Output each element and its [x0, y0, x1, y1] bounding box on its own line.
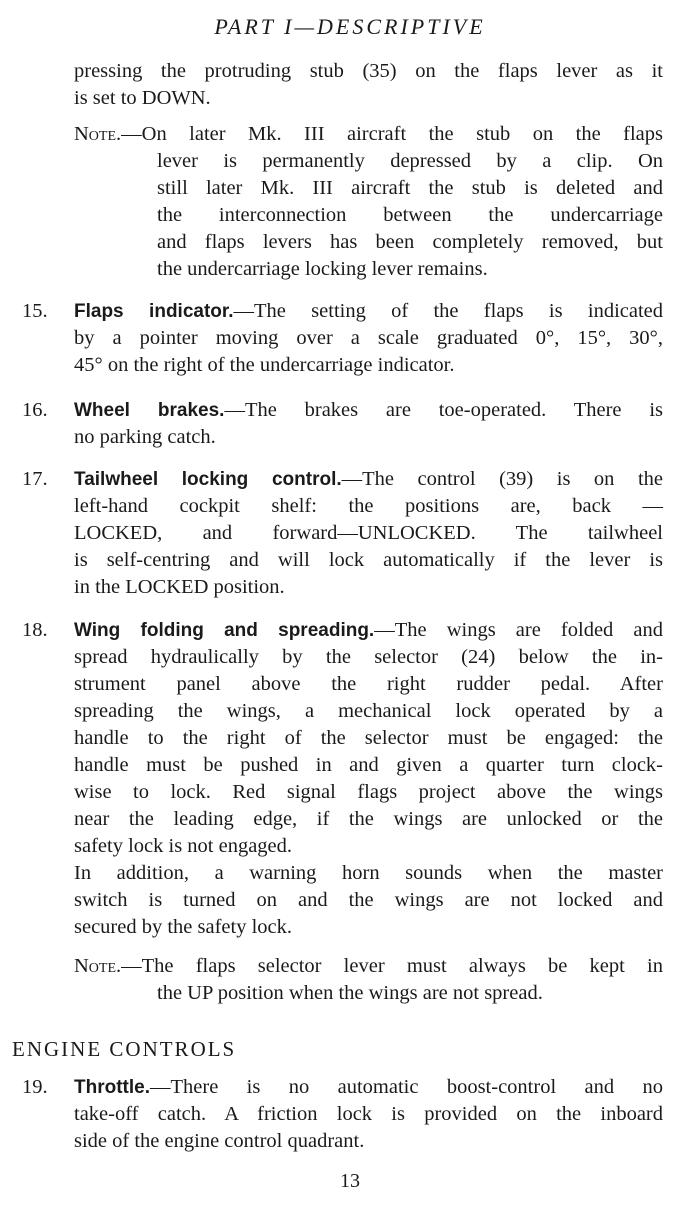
text-line: the undercarriage locking lever remains.	[157, 258, 488, 280]
item-number: 16.	[22, 399, 48, 421]
note-body	[157, 148, 663, 283]
text-line: In addition, a warning horn sounds when the master	[74, 862, 663, 884]
text-line: the UP position when the wings are not spread.	[157, 982, 543, 1004]
note-paragraph	[74, 953, 663, 980]
item-first-line: Tailwheel locking control.—The control (39) is on the	[74, 468, 663, 490]
text-line: in the LOCKED position.	[74, 576, 285, 598]
note-label: Note.	[74, 123, 122, 145]
item-number: 17.	[22, 468, 48, 490]
note-paragraph	[74, 121, 663, 148]
item-18-wing-folding-and-spreading	[74, 617, 663, 941]
text-line: pressing the protruding stub (35) on the flaps lever as it	[74, 60, 663, 82]
text-line: no parking catch.	[74, 426, 216, 448]
intro-paragraph	[74, 58, 663, 112]
text-line: handle to the right of the selector must be engaged: the	[74, 727, 663, 749]
item-title: Flaps indicator.	[74, 301, 234, 322]
item-title: Tailwheel locking control.	[74, 469, 342, 490]
item-first-line: Flaps indicator.—The setting of the flaps is indicated	[74, 300, 664, 322]
text-line: near the leading edge, if the wings are unlocked or the	[74, 808, 663, 830]
item-number: 19.	[22, 1076, 48, 1098]
text-line: lever is permanently depressed by a clip. On	[157, 150, 663, 172]
item-title: Wing folding and spreading.	[74, 620, 375, 641]
item-19-throttle	[74, 1074, 663, 1155]
running-header: PART I—DESCRIPTIVE	[214, 14, 486, 39]
text-line: by a pointer moving over a scale graduated 0°, 15°, 30°,	[74, 327, 663, 349]
text-line: 45° on the right of the undercarriage indicator.	[74, 354, 455, 376]
text-line: take-off catch. A friction lock is provided on the inboard	[74, 1103, 663, 1125]
text-line: the interconnection between the undercarriage	[157, 204, 663, 226]
text-line: still later Mk. III aircraft the stub is deleted and	[157, 177, 663, 199]
item-16-wheel-brakes	[74, 397, 663, 451]
text-line: spreading the wings, a mechanical lock operated by a	[74, 700, 663, 722]
text-line: spread hydraulically by the selector (24) below the in-	[74, 646, 663, 668]
text-line: is set to DOWN.	[74, 87, 211, 109]
text-line: left-hand cockpit shelf: the positions are, back —	[74, 495, 663, 517]
text-line: and flaps levers has been completely removed, but	[157, 231, 663, 253]
item-17-tailwheel-locking-control	[74, 466, 663, 601]
text-line: switch is turned on and the wings are not locked and	[74, 889, 663, 911]
section-heading: ENGINE CONTROLS	[12, 1037, 237, 1061]
note-first-line: Note.—On later Mk. III aircraft the stub on the flaps	[74, 123, 663, 145]
item-first-line: Wheel brakes.—The brakes are toe-operated. There is	[74, 399, 663, 421]
text-line: LOCKED, and forward—UNLOCKED. The tailwheel	[74, 522, 663, 544]
item-title: Wheel brakes.	[74, 400, 225, 421]
text-line: secured by the safety lock.	[74, 916, 293, 938]
text-line: handle must be pushed in and given a quarter turn clock-	[74, 754, 663, 776]
item-first-line: Wing folding and spreading.—The wings are folded and	[74, 619, 663, 641]
text-line: is self-centring and will lock automatically if the lever is	[74, 549, 663, 571]
item-number: 15.	[22, 300, 48, 322]
page-number: 13	[340, 1170, 360, 1192]
text-line: strument panel above the right rudder pedal. After	[74, 673, 663, 695]
text-line: wise to lock. Red signal flags project above the wings	[74, 781, 663, 803]
item-title: Throttle.	[74, 1077, 150, 1098]
item-15-flaps-indicator	[74, 298, 663, 379]
note-first-line: Note.—The flaps selector lever must always be kept in	[74, 955, 663, 977]
item-number: 18.	[22, 619, 48, 641]
item-first-line: Throttle.—There is no automatic boost-control and no	[74, 1076, 663, 1098]
note-body	[157, 980, 663, 1007]
text-line: side of the engine control quadrant.	[74, 1130, 365, 1152]
text-line: safety lock is not engaged.	[74, 835, 293, 857]
note-label: Note.	[74, 955, 122, 977]
